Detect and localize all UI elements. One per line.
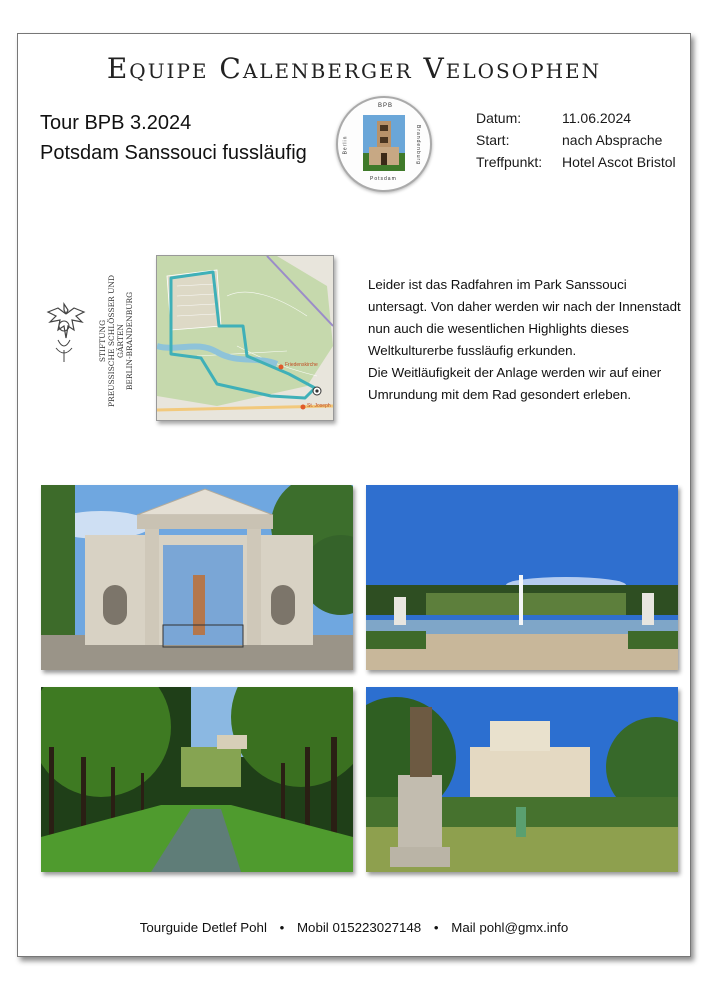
map-label: Friedenskirche (285, 362, 318, 368)
mobile-number[interactable]: Mobil 015223027148 (296, 920, 422, 935)
info-row-meeting-point (476, 151, 676, 173)
description-paragraph: Die Weitläufigkeit der Anlage werden wir auf einer Umrundung mit dem Rad gesondert erleben. (368, 365, 662, 402)
photo-orangery-image (366, 687, 678, 872)
photo-gate-image (41, 485, 353, 670)
footer-separator: • (433, 920, 439, 935)
spsg-logo (42, 260, 134, 407)
info-row-start (476, 129, 676, 151)
bpb-seal-logo (336, 96, 432, 192)
photo-avenue-image (41, 687, 353, 872)
footer-separator: • (279, 920, 285, 935)
info-value: 11.06.2024 (562, 110, 632, 126)
seal-bottom-text: Potsdam (370, 176, 397, 182)
page-title: Equipe Calenberger Velosophen (106, 52, 602, 85)
info-label: Datum: (476, 110, 522, 126)
info-value: Hotel Ascot Bristol (562, 154, 676, 170)
info-label: Start: (476, 132, 510, 148)
tour-name: Potsdam Sanssouci fussläufig (40, 142, 307, 164)
photo-orangery (366, 687, 678, 872)
description-paragraph: Leider ist das Radfahren im Park Sanssouci untersagt. Von daher werden wir nach der Innenstadt nun auch die wesentlichen Highlights dieses Weltkulturerbe fussläufig erkunden. (368, 277, 681, 358)
tour-description (368, 274, 688, 406)
contact-footer (18, 920, 690, 935)
photo-gate (41, 485, 353, 670)
logo-line: BERLIN-BRANDENBURG (125, 291, 134, 391)
seal-left-text: Berlin (342, 135, 349, 155)
tour-info-table (476, 107, 676, 173)
map-graphic (157, 256, 333, 420)
tour-block (40, 108, 307, 168)
photo-fountain (366, 485, 678, 670)
info-row-date (476, 107, 676, 129)
seal-right-text: Brandenburg (414, 125, 421, 165)
route-map[interactable] (156, 255, 334, 421)
map-label: St. Joseph (307, 403, 331, 409)
flyer-sheet (17, 33, 691, 957)
logo-line: STIFTUNG (98, 319, 107, 363)
seal-top-text: BPB (378, 103, 394, 109)
spsg-text (98, 266, 134, 416)
info-label: Treffpunkt: (476, 154, 543, 170)
eagle-icon (42, 300, 86, 366)
church-tower-icon (363, 115, 405, 171)
tour-guide-name: Tourguide Detlef Pohl (139, 920, 267, 935)
logo-line: PREUSSISCHE SCHLÖSSER UND GÄRTEN (107, 275, 125, 407)
info-value: nach Absprache (562, 132, 663, 148)
tour-code: Tour BPB 3.2024 (40, 112, 192, 134)
email-address[interactable]: Mail pohl@gmx.info (451, 920, 569, 935)
photo-fountain-image (366, 485, 678, 670)
photo-avenue (41, 687, 353, 872)
